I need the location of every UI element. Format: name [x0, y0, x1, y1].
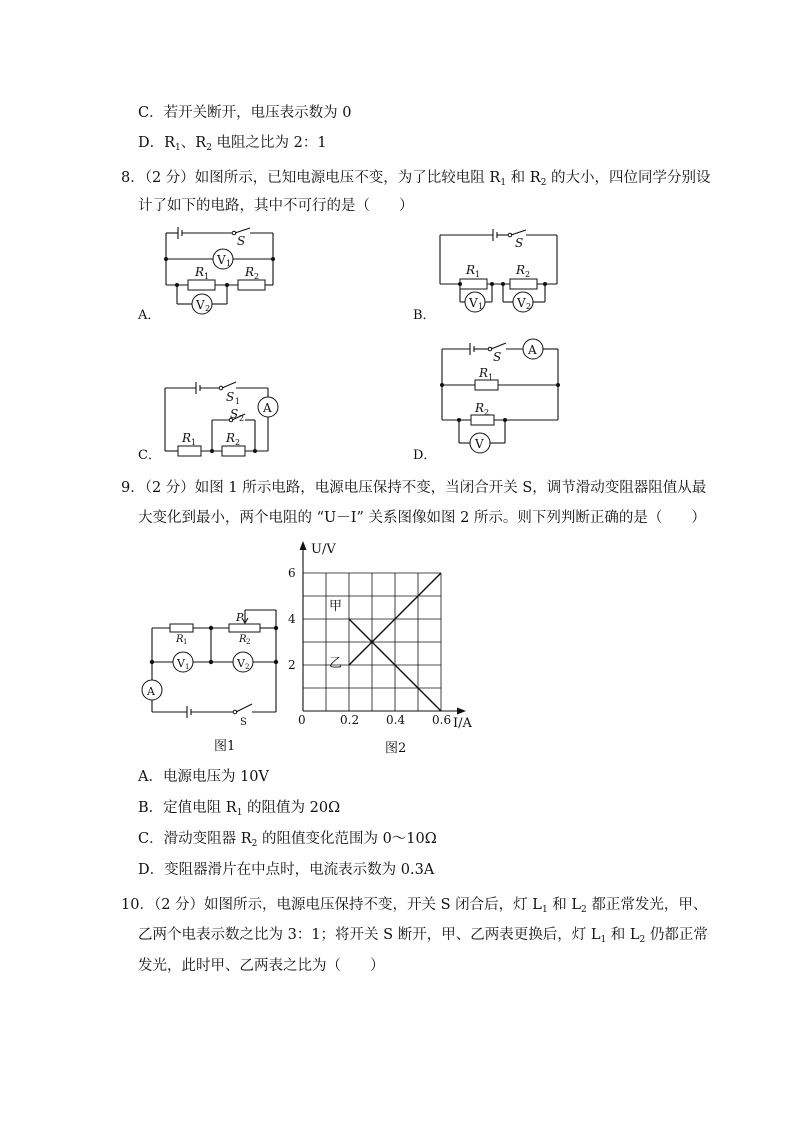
q7-option-d-text: 、R	[180, 135, 207, 151]
q9-option-b-text: 的阻值为 20Ω	[242, 800, 341, 816]
subscript: 1	[541, 905, 548, 915]
resistor-label: R	[182, 431, 192, 445]
resistor-label: R	[195, 265, 205, 279]
subscript: 2	[251, 839, 258, 849]
x-tick-label: 0.4	[386, 713, 406, 727]
q10-stem-text: 乙两个电表示数之比为 3：1；将开关 S 断开，甲、乙两表更换后，灯 L	[138, 927, 601, 943]
subscript: 2	[239, 414, 245, 423]
voltmeter-label: V	[237, 657, 245, 670]
resistor-label: R	[239, 634, 247, 645]
subscript: 1	[475, 270, 481, 279]
resistor-label: R	[226, 431, 236, 445]
subscript: 1	[226, 259, 232, 268]
voltmeter-label: V	[177, 657, 185, 670]
subscript: 2	[540, 178, 547, 188]
x-tick-label: 0.6	[432, 713, 452, 727]
q10-stem-text: 都正常发光，甲、	[586, 897, 708, 913]
y-axis-arrow	[300, 541, 307, 550]
q9-stem-line2: 大变化到最小，两个电阻的 “U－I” 关系图像如图 2 所示。则下列判断正确的是（ ）	[138, 510, 706, 526]
switch-label: S	[493, 350, 502, 364]
q10-stem-line2	[138, 925, 708, 950]
q9-fig2-caption: 图2	[385, 741, 407, 756]
resistor-label: R	[466, 263, 476, 277]
voltmeter-label: V	[517, 296, 526, 310]
subscript: 2	[484, 408, 490, 417]
subscript: 1	[500, 178, 507, 188]
subscript: 2	[246, 638, 251, 646]
q10-stem-text: 和 L	[606, 927, 640, 943]
q8-option-d-label: D．	[413, 448, 437, 463]
ammeter-label: A	[263, 401, 272, 415]
q8-option-b-label: B．	[413, 308, 436, 323]
subscript: 2	[235, 438, 241, 447]
subscript: 1	[235, 397, 241, 406]
q10-stem-line3: 发光，此时甲、乙两表之比为（ ）	[138, 958, 385, 974]
y-tick-label: 2	[288, 658, 296, 672]
subscript: 1	[488, 373, 494, 382]
subscript: 1	[478, 302, 484, 311]
q9-option-d: D．变阻器滑片在中点时，电流表示数为 0.3A	[138, 862, 435, 878]
subscript: 2	[581, 905, 587, 915]
q10-stem-line1	[121, 895, 707, 920]
subscript: 2	[526, 302, 532, 311]
subscript: 1	[191, 438, 197, 447]
switch-label: S	[230, 407, 239, 421]
q8-stem-text: 8．（2 分）如图所示，已知电源电压不变，为了比较电阻 R	[121, 170, 501, 186]
subscript: 1	[175, 143, 181, 153]
x-tick-label: 0.2	[340, 713, 360, 727]
subscript: 2	[525, 270, 531, 279]
q9-option-b	[138, 798, 340, 823]
q10-stem-text: 仍都正常	[645, 927, 708, 943]
subscript: 2	[639, 935, 646, 945]
voltmeter-label: V	[475, 437, 484, 451]
switch-label: S	[237, 234, 246, 248]
origin-label: 0	[298, 713, 306, 727]
q10-stem-text: 10．（2 分）如图所示，电源电压保持不变，开关 S 闭合后，灯 L	[121, 897, 542, 913]
subscript: 2	[205, 304, 211, 313]
q7-option-c: C．若开关断开，电压表示数为 0	[138, 105, 352, 121]
q7-option-d-text: 电阻之比为 2：1	[211, 135, 327, 151]
voltmeter-label: V	[196, 298, 205, 312]
y-axis-label: U/V	[311, 542, 336, 557]
q9-stem-line1: 9．（2 分）如图 1 所示电路，电源电压保持不变，当闭合开关 S，调节滑动变阻器阻值从最	[121, 480, 707, 496]
subscript: 1	[600, 935, 607, 945]
q10-stem-text: 和 L	[547, 897, 582, 913]
subscript: 2	[245, 663, 250, 671]
q8-option-a-label: A．	[138, 308, 161, 323]
x-axis-arrow	[457, 708, 466, 715]
y-tick-label: 4	[288, 612, 296, 626]
q9-option-a: A．电源电压为 10V	[138, 769, 270, 785]
subscript: 1	[185, 663, 190, 671]
switch-label: S	[226, 390, 235, 404]
subscript: 2	[206, 143, 212, 153]
resistor-label: R	[245, 265, 255, 279]
q9-option-c	[138, 829, 437, 854]
voltmeter-label: V	[217, 253, 226, 267]
series-label-jia: 甲	[329, 599, 343, 614]
q8-option-c-label: C．	[138, 448, 161, 463]
ammeter-label: A	[147, 685, 155, 698]
resistor-label: R	[176, 634, 184, 645]
subscript: 1	[204, 272, 210, 281]
resistor-label: R	[479, 366, 489, 380]
y-tick-label: 6	[288, 566, 296, 580]
series-label-yi: 乙	[329, 656, 343, 671]
resistor-label: R	[516, 263, 526, 277]
x-axis-label: I/A	[453, 716, 472, 731]
subscript: 2	[254, 272, 260, 281]
q9-option-c-text: 的阻值变化范围为 0～10Ω	[257, 831, 437, 847]
q7-option-d-text: D．R	[138, 135, 176, 151]
switch-label: S	[240, 717, 247, 728]
switch-label: S	[515, 236, 524, 250]
slider-label: P	[236, 611, 244, 624]
q9-option-c-text: C．滑动变阻器 R	[138, 831, 252, 847]
q8-stem-line2: 计了如下的电路，其中不可行的是（ ）	[138, 198, 414, 214]
q8-stem-text: 和 R	[506, 170, 541, 186]
q8-stem-text: 的大小，四位同学分别设	[546, 170, 711, 186]
voltmeter-label: V	[469, 296, 478, 310]
q9-fig1-caption: 图1	[214, 739, 236, 754]
ammeter-label: A	[528, 343, 537, 357]
resistor-label: R	[475, 401, 485, 415]
subscript: 1	[183, 638, 188, 646]
subscript: 1	[236, 808, 243, 818]
q9-option-b-text: B．定值电阻 R	[138, 800, 237, 816]
